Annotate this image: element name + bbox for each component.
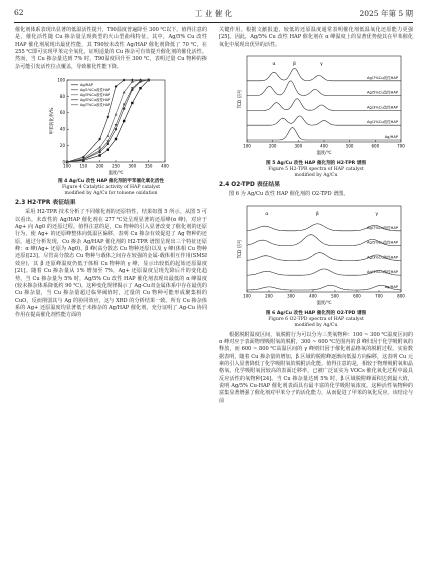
- page-number: 62: [14, 8, 24, 17]
- curve-label: Ag/3%Cu改性HAP: [367, 255, 398, 260]
- y-axis-label: TCD 信号: [238, 89, 243, 109]
- curve-label: Ag/HAP: [384, 135, 398, 140]
- figure-4-chart: [15, 74, 207, 178]
- x-tick-label: 200: [265, 293, 273, 299]
- profile-curve: [247, 128, 401, 140]
- x-tick-label: 100: [243, 293, 251, 299]
- section-2-3-title: 2.3 H2-TPR 表征结果: [15, 200, 76, 207]
- x-tick-label: 400: [309, 293, 317, 299]
- figure-6-caption-en-2: modified by Ag/Cu: [294, 322, 338, 328]
- data-point: [115, 113, 118, 116]
- legend-label: Ag/3%Cu改性HAP: [80, 93, 111, 98]
- x-tick-label: 500: [331, 293, 339, 299]
- figure-5-caption: [219, 161, 413, 179]
- header-rule: [14, 22, 413, 23]
- data-point: [123, 108, 125, 110]
- curve-label: Ag/3%Cu改性HAP: [367, 105, 398, 110]
- left-column: [15, 27, 207, 320]
- curve-label: Ag/1%Cu改性HAP: [367, 269, 398, 274]
- figure-5-caption-en-2: modified by Ag/Cu: [294, 173, 338, 179]
- x-tick-label: 600: [353, 293, 361, 299]
- data-point: [115, 128, 117, 130]
- issue-label: 2025 年第 5 期: [359, 9, 413, 18]
- right-paragraph-1: 关键作用。根据文献报道，较低的还原温度通常表明催化剂低温氧化还原能力更强[25]。因此，Ag/5% Cu 改性 HAP 催化剂在 α 峰温度上的显著优势使其在甲苯催化氧化中展现出优异的活性。: [219, 27, 413, 48]
- journal-name: 工 业 催 化: [194, 9, 233, 18]
- curve-label: Ag/5%Cu改性HAP: [367, 240, 398, 245]
- legend-label: Ag/5%Cu改性HAP: [80, 98, 111, 103]
- peak-label: γ: [375, 211, 379, 217]
- figure-6-caption-cn: 图 6 Ag/Cu 改性 HAP 催化剂的 O2-TPD 谱图: [265, 310, 367, 316]
- x-tick-label: 300: [294, 143, 303, 149]
- data-point: [139, 87, 141, 89]
- peak-label: β: [315, 211, 319, 217]
- y-tick-label: 40: [59, 126, 65, 132]
- figure-4-caption-en-2: modified by Ag/Cu for toluene oxidation: [64, 191, 158, 197]
- legend-label: Ag/7%Cu改性HAP: [80, 103, 111, 108]
- x-tick-label: 300: [128, 163, 137, 169]
- peak-label: α: [265, 211, 269, 217]
- curve-label: Ag/1%Cu改性HAP: [367, 120, 398, 125]
- x-tick-label: 200: [268, 143, 277, 149]
- y-axis-label: 甲苯转化率/%: [50, 107, 55, 135]
- figure-5-chart: [219, 52, 413, 160]
- figure-4-caption: [15, 179, 207, 197]
- curve-label: Ag/7%Cu改性HAP: [367, 225, 398, 230]
- curve-label: Ag/7%Cu改性HAP: [367, 75, 398, 80]
- x-tick-label: 250: [112, 163, 120, 169]
- plot-frame: [247, 206, 401, 292]
- data-point: [98, 154, 100, 156]
- legend-label: Ag/HAP: [80, 83, 93, 88]
- data-point: [107, 149, 109, 151]
- x-tick-label: 200: [95, 163, 104, 169]
- data-point: [123, 120, 125, 122]
- peak-label: γ: [320, 62, 323, 68]
- figure-5-caption-en-1: Figure 5 H2-TPR spectra of HAP catalyst: [268, 167, 364, 173]
- x-tick-label: 150: [79, 163, 88, 169]
- data-point: [106, 134, 109, 137]
- curve-label: Ag/5%Cu改性HAP: [367, 90, 398, 95]
- peak-label: α: [272, 62, 276, 68]
- figure-4-caption-cn: 图 4 Ag/Cu 改性 HAP 催化剂的甲苯催化氧化活性: [57, 179, 165, 185]
- y-tick-label: 60: [59, 110, 65, 116]
- x-tick-label: 700: [397, 143, 405, 149]
- figure-6-chart: [219, 202, 413, 310]
- right-paragraph-2: 图 6 为 Ag/Cu 改性 HAP 催化剂的 O2-TPD 谱图。: [229, 191, 349, 198]
- figure-6-caption-en-1: Figure 6 O2-TPD spectra of HAP catalyst: [268, 316, 364, 322]
- plot-frame: [247, 56, 401, 142]
- x-tick-label: 800: [397, 293, 405, 299]
- left-paragraph-1: 催化剂体系表现出显著的低温活性提升，T90温度普遍降至 300 ℃以下。值得注意的是，催化活性随 Cu 掺杂量呈现典型的火山型曲线特征。其中，Ag/5% Cu 改性 HAP 催化剂展现出最优性能，其 T90较未改性 Ag/HAP 催化剂降低了 70 ℃，在 255 ℃即可实现甲苯完全氧化，证明适量的 Cu 掺杂可有效提升催化剂的催化活性。然而，当 Cu 掺杂量达到 7% 时，T90温度回升至 300 ℃，表明过量 Cu 物种的掺杂可能引发活性位点覆盖，导致催化性能下降。: [15, 27, 207, 70]
- y-tick-label: 0: [62, 159, 65, 165]
- y-tick-label: 80: [59, 93, 65, 99]
- data-point: [131, 79, 134, 82]
- figure-5-caption-cn: 图 5 Ag/Cu 改性 HAP 催化剂的 H2-TPR 谱图: [266, 161, 366, 167]
- x-axis-label: 温度/℃: [108, 171, 124, 177]
- data-point: [131, 102, 133, 104]
- x-tick-label: 350: [144, 163, 153, 169]
- x-tick-label: 100: [243, 143, 251, 149]
- section-2-4-title: 2.4 O2-TPD 表征结果: [219, 182, 281, 189]
- x-tick-label: 100: [63, 163, 71, 169]
- x-tick-label: 300: [287, 293, 295, 299]
- figure-6-caption: [219, 311, 413, 329]
- x-tick-label: 700: [375, 293, 383, 299]
- right-column: [219, 27, 413, 405]
- peak-label: β: [293, 62, 296, 68]
- x-tick-label: 400: [320, 143, 328, 149]
- data-point: [106, 115, 109, 118]
- data-point: [107, 143, 109, 145]
- x-axis-label: 温度/℃: [316, 300, 332, 306]
- data-point: [115, 138, 117, 140]
- y-tick-label: 20: [59, 143, 65, 149]
- figure-4-caption-en-1: Figure 4 Catalytic activity of HAP catalyst: [61, 185, 161, 191]
- x-tick-label: 600: [371, 143, 380, 149]
- right-paragraph-3: 根据脱附温度区间，氧脱附行为可以分为三类氧物种：100 ~ 300 ℃温度区间的 α 峰对应于表面物理吸附氧的脱附，300 ~ 600 ℃范围内的 β 峰归因于化学吸附氧的释放，而 600 ~ 800 ℃高温区间的 γ 峰则归因于催化剂晶格氧的脱附过程。实验数据表明，随着 Cu 掺杂量的增加，β 区域的脱附峰逐渐向低温方向偏移，这表明 Cu 元素的引入显著降低了化学吸附氧的脱附活化能。值得注意的是，相较于物理吸附氧和晶格氧，化学吸附氧因较高的表面迁移率，已被广泛证实为 VOCs 催化氧化过程中最具反应活性的氧物种[24]。当 Cu 掺杂量达到 5% 时，β 区域脱附峰面积达到最大值，说明 Ag/5% Cu-HAP 催化剂表面具有最丰富的化学吸附氧浓度。这种活性氧物种的富集显著增强了催化剂对甲苯分子的活化能力，从而促进了甲苯的氧化反应。该结论与前: [219, 331, 413, 404]
- curve-label: Ag/HAP: [384, 284, 398, 289]
- y-axis-label: TCD 信号: [238, 239, 243, 259]
- legend-label: Ag/1%Cu改性HAP: [80, 88, 111, 93]
- left-paragraph-2: 采用 H2-TPR 技术分析了不同催化剂的还原特性，结果如图 5 所示。从图 5 可以看出，未改性的 Ag/HAP 催化剂在 277 ℃处呈现显著的还原峰(α 峰)，对应于 Ag+ 向 Ag0 的还原过程。值得注意的是，Cu 物种的引入显著改变了催化剂的还原行为，使 Ag+ 的还原峰整体向低温区偏移，表明 Cu 掺杂有效促进了 Ag 物种的还原。通过分析发现，Cu 掺杂 Ag/HAP 催化剂的 H2-TPR 谱图呈现出三个特征还原峰：α 峰(Ag+ 还原为 Ag0)、β 峰(高分散态 Cu 物种还原)以及 γ 峰(体相 Cu 物种还原)[23]。尽管高分散态 Cu 物种与载体之间存在较强的金属-载体相互作用(SMSI 效应)，其 β 还原峰温度仍低于体相 Cu 物种的 γ 峰，显示出较低的起始还原温度[21]。随着 Cu 掺杂量从 1% 增加至 7%，Ag+ 还原温度呈现先降后升的变化趋势，当 Cu 掺杂量为 5% 时，Ag/5% Cu 改性 HAP 催化剂表现出最低的 α 峰温度(较未掺杂体系降低约 90 ℃)。这种变化规律揭示了 Ag-Cu双金属体系中存在最优的 Cu 掺杂量，当 Cu 掺杂量超过临界阈值时，过量的 Cu 物种可能形成聚集相的 CuO，反而削弱其与 Ag 的协同效应，这与 XRD 的分析结果一致。所有 Cu 掺杂体系的 Ag+ 还原温度均显著低于未掺杂的 Ag/HAP 催化剂，充分证明了 Ag-Cu 协同作用在提高催化剂性能方面的: [15, 209, 207, 319]
- running-header: [14, 8, 413, 20]
- x-axis-label: 温度/℃: [316, 151, 332, 157]
- x-tick-label: 400: [161, 163, 169, 169]
- x-tick-label: 500: [345, 143, 354, 149]
- y-tick-label: 100: [57, 77, 65, 83]
- profile-curve: [247, 285, 401, 290]
